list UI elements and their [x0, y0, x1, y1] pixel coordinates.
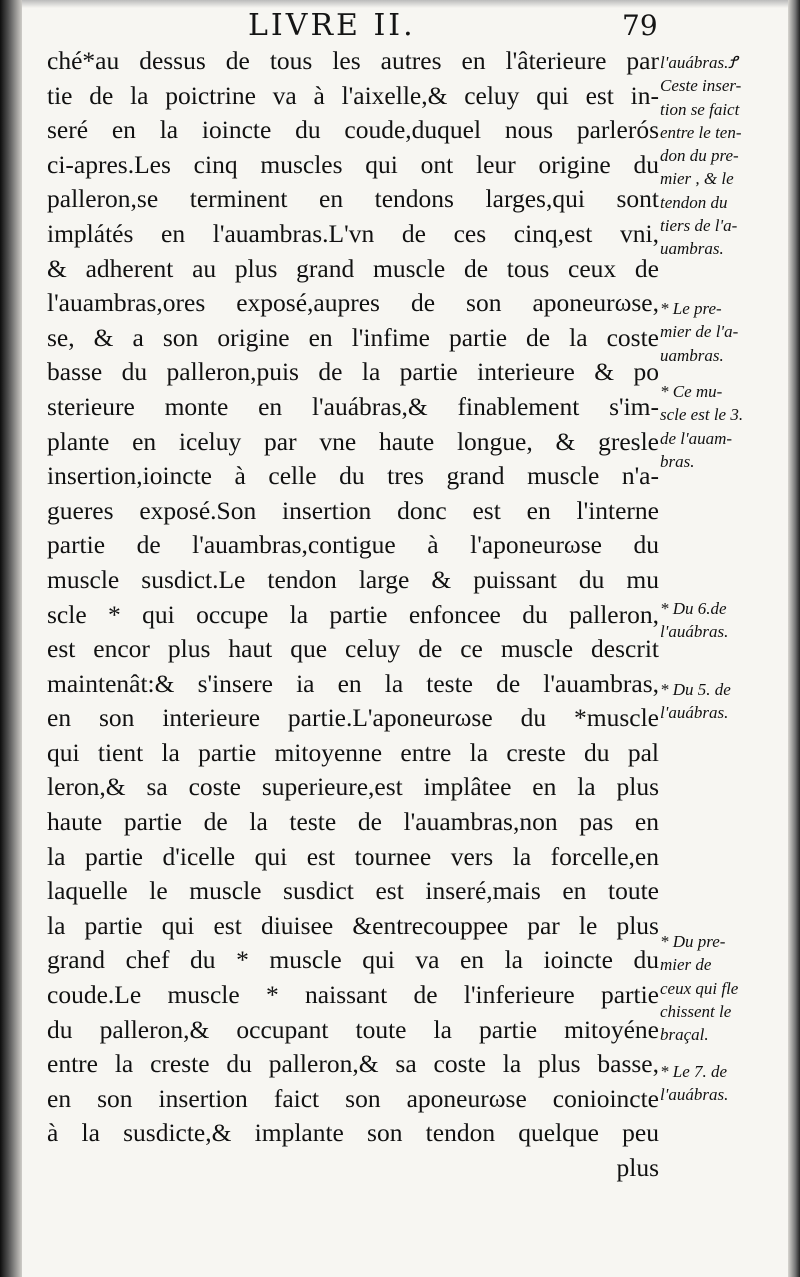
margin-note-line: l'auábras. [660, 703, 729, 723]
margin-note-line: don du pre- [660, 146, 739, 166]
text-line: partie de l'auambras,contigue à l'aponeurωse du [47, 530, 659, 560]
binding-gutter [0, 0, 22, 1277]
running-title: LIVRE II. [248, 8, 416, 43]
margin-note-line: uambras. [660, 239, 724, 259]
margin-note-3 [660, 380, 778, 473]
text-line: est encor plus haut que celuy de ce muscle descrit [47, 634, 659, 664]
text-line: gueres exposé.Son insertion donc est en l'interne [47, 495, 659, 525]
text-line: muscle susdict.Le tendon large & puissant du mu [47, 564, 659, 594]
text-line: à la susdicte,& implante son tendon quelque peu [47, 1118, 659, 1148]
text-line: haute partie de la teste de l'auambras,non pas en [47, 807, 659, 837]
margin-note-line: mier de l'a- [660, 322, 739, 342]
text-line: coude.Le muscle * naissant de l'inferieure partie [47, 980, 659, 1010]
margin-note-2 [660, 297, 778, 367]
margin-note-line: l'auábras. [660, 1085, 729, 1105]
text-line: qui tient la partie mitoyenne entre la creste du pal [47, 737, 659, 767]
text-line: leron,& sa coste superieure,est implâtee en la plus [47, 772, 659, 802]
margin-note-7 [660, 1060, 778, 1107]
margin-note-line: * Le pre- [660, 299, 722, 318]
margin-note-line: chissent le [660, 1001, 732, 1021]
margin-note-1 [660, 51, 778, 261]
margin-note-line: tendon du [660, 192, 728, 212]
margin-note-line: entre le ten- [660, 122, 742, 142]
page-number: 79 [622, 9, 658, 42]
margin-note-line: tiers de l'a- [660, 216, 738, 236]
text-line: plante en iceluy par vne haute longue, & gresle [47, 426, 659, 456]
text-line: entre la creste du palleron,& sa coste la plus basse, [47, 1049, 659, 1079]
text-line: l'auambras,ores exposé,aupres de son aponeurωse, [47, 288, 659, 318]
margin-note-line: bras. [660, 451, 695, 471]
text-line: en son interieure partie.L'aponeurωse du *muscle [47, 703, 659, 733]
margin-note-line: l'auábras.Ꝭ [660, 53, 737, 72]
margin-note-4 [660, 597, 778, 644]
text-line: la partie d'icelle qui est tournee vers la forcelle,en [47, 841, 659, 871]
margin-note-line: braçal. [660, 1025, 709, 1045]
margin-note-line: uambras. [660, 345, 724, 365]
text-line: palleron,se terminent en tendons larges,qui sont [47, 184, 659, 214]
text-line: insertion,ioincte à celle du tres grand muscle n'a- [47, 461, 659, 491]
text-line: en son insertion faict son aponeurωse conioincte [47, 1083, 659, 1113]
text-line: se, & a son origine en l'infime partie de la coste [47, 322, 659, 352]
text-line: laquelle le muscle susdict est inseré,mais en toute [47, 876, 659, 906]
page-edge-right [788, 0, 800, 1277]
text-line: grand chef du * muscle qui va en la ioincte du [47, 945, 659, 975]
body-text-column [47, 44, 659, 1186]
text-line: ci-apres.Les cinq muscles qui ont leur origine du [47, 149, 659, 179]
margin-note-line: scle est le 3. [660, 405, 744, 425]
text-line: du palleron,& occupant toute la partie mitoyéne [47, 1014, 659, 1044]
text-line: la partie qui est diuisee &entrecouppee par le plus [47, 910, 659, 940]
margin-note-line: l'auábras. [660, 622, 729, 642]
margin-note-6 [660, 930, 778, 1046]
margin-note-line: mier , & le [660, 169, 734, 189]
text-line: plus [616, 1153, 659, 1182]
margin-note-line: mier de [660, 955, 712, 975]
text-line: basse du palleron,puis de la partie interieure & po [47, 357, 659, 387]
margin-note-line: ceux qui fle [660, 978, 739, 998]
text-line: implátés en l'auambras.L'vn de ces cinq,est vni, [47, 218, 659, 248]
margin-note-line: tion se faict [660, 99, 740, 119]
text-line: ché*au dessus de tous les autres en l'âterieure par [47, 46, 659, 75]
text-line: & adherent au plus grand muscle de tous ceux de [47, 253, 659, 283]
margin-note-line: * Du pre- [660, 932, 726, 951]
margin-note-line: * Ce mu- [660, 382, 723, 401]
text-line: sterieure monte en l'auábras,& finablement s'im- [47, 391, 659, 421]
text-line: seré en la ioincte du coude,duquel nous parlerós [47, 115, 659, 145]
margin-note-line: Ceste inser- [660, 76, 742, 96]
text-line: tie de la poictrine va à l'aixelle,& celuy qui est in- [47, 80, 659, 110]
text-line: scle * qui occupe la partie enfoncee du palleron, [47, 599, 659, 629]
text-line: maintenât:& s'insere ia en la teste de l'auambras, [47, 668, 659, 698]
margin-note-line: de l'auam- [660, 428, 733, 448]
margin-note-line: * Du 6.de [660, 599, 727, 618]
margin-note-line: * Du 5. de [660, 680, 731, 699]
margin-note-line: * Le 7. de [660, 1062, 728, 1081]
margin-note-5 [660, 678, 778, 725]
